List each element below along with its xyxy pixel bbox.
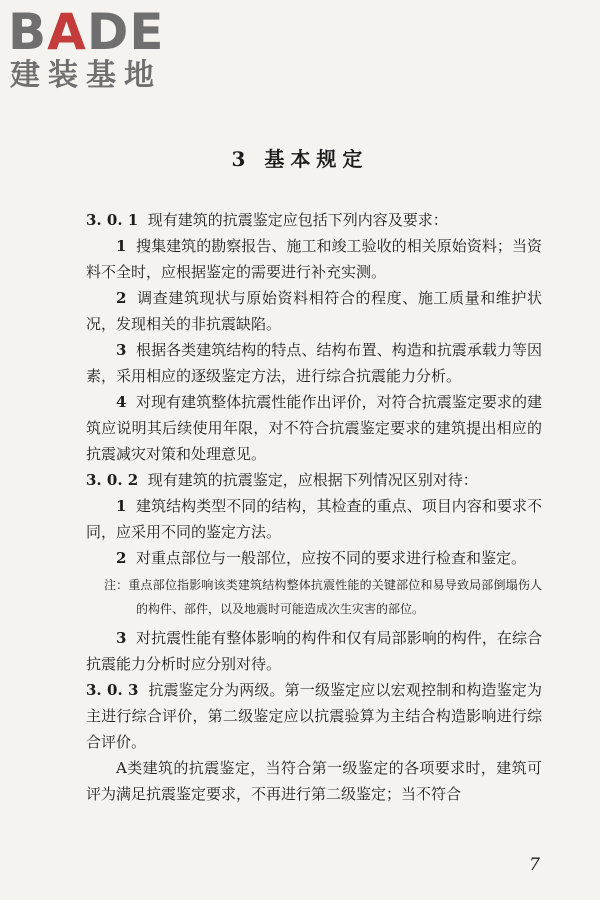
list-item: 4 对现有建筑整体抗震性能作出评价，对符合抗震鉴定要求的建筑应说明其后续使用年限，对不符合抗震鉴定要求的建筑提出相应的抗震减灾对策和处理意见。 [86,393,542,463]
list-item: 2 调查建筑现状与原始资料相符合的程度、施工质量和维护状况，发现相关的非抗震缺陷。 [86,289,542,333]
logo-subtitle: 建装基地 [10,58,162,93]
logo-wordmark: BADE [8,3,165,61]
list-item: 3 根据各类建筑结构的特点、结构布置、构造和抗震承载力等因素，采用相应的逐级鉴定方法，进行综合抗震能力分析。 [86,341,542,385]
clause-3-0-2: 3. 0. 2 现有建筑的抗震鉴定，应根据下列情况区别对待： [86,471,478,489]
clause-3-0-1: 3. 0. 1 现有建筑的抗震鉴定应包括下列内容及要求： [86,211,448,229]
note: 注：重点部位指影响该类建筑结构整体抗震性能的关键部位和易导致局部倒塌伤人的构件、部件，以及地震时可能造成次生灾害的部位。 [104,578,542,616]
page-number: 7 [529,855,540,875]
list-item: 2 对重点部位与一般部位，应按不同的要求进行检查和鉴定。 [116,549,526,567]
chapter-title: 3 基本规定 [231,147,369,171]
list-item: 1 搜集建筑的勘察报告、施工和竣工验收的相关原始资料；当资料不全时，应根据鉴定的需要进行补充实测。 [86,237,542,281]
clause-3-0-3: 3. 0. 3 抗震鉴定分为两级。第一级鉴定应以宏观控制和构造鉴定为主进行综合评价，第二级鉴定应以抗震验算为主结合构造影响进行综合评价。 [86,681,542,751]
paragraph: A类建筑的抗震鉴定，当符合第一级鉴定的各项要求时，建筑可评为满足抗震鉴定要求，不再进行第二级鉴定；当不符合 [86,759,542,803]
list-item: 3 对抗震性能有整体影响的构件和仅有局部影响的构件，在综合抗震能力分析时应分别对待。 [86,629,542,673]
list-item: 1 建筑结构类型不同的结构，其检查的重点、项目内容和要求不同，应采用不同的鉴定方法。 [86,497,542,541]
logo [8,3,208,94]
document-body [86,207,542,807]
